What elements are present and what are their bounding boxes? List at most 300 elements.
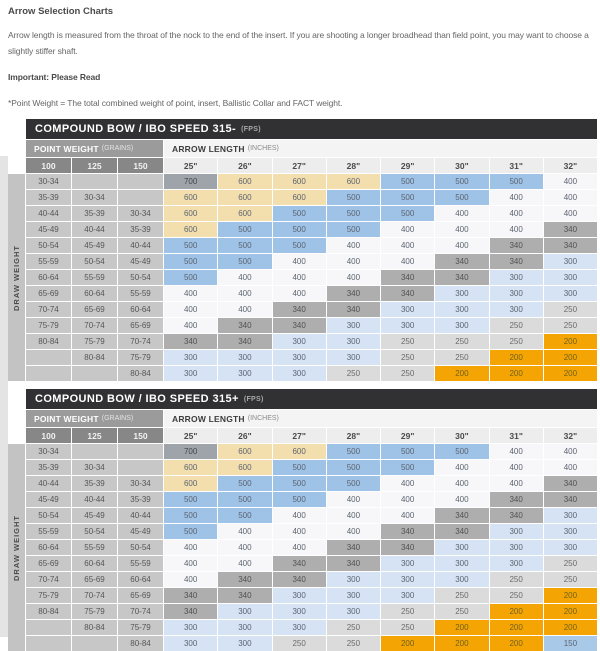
point-weight-cell: 60-64 <box>26 540 71 555</box>
point-weight-cell: 30-34 <box>118 206 163 221</box>
spine-value-cell: 500 <box>327 206 380 221</box>
spine-value-cell: 300 <box>327 318 380 333</box>
spine-value-cell: 300 <box>381 318 434 333</box>
spine-value-cell: 300 <box>273 366 326 381</box>
page-text-block <box>0 0 600 111</box>
spine-value-cell: 500 <box>164 492 217 507</box>
spine-value-cell: 400 <box>435 206 488 221</box>
spine-value-cell: 200 <box>544 620 597 635</box>
point-weight-cell: 40-44 <box>26 206 71 221</box>
point-weight-group-unit: (GRAINS) <box>101 415 134 422</box>
spine-value-cell: 150 <box>544 636 597 651</box>
point-weight-cell <box>26 636 71 651</box>
spine-value-cell: 340 <box>544 238 597 253</box>
point-weight-cell: 65-69 <box>118 588 163 603</box>
spine-value-cell: 400 <box>273 524 326 539</box>
spine-value-cell: 300 <box>435 540 488 555</box>
charts-container <box>0 119 600 651</box>
spine-value-cell: 300 <box>218 636 271 651</box>
arrow-length-column-header: 26" <box>218 158 271 173</box>
spine-value-cell: 340 <box>490 238 543 253</box>
spine-value-cell: 300 <box>381 556 434 571</box>
spine-value-cell: 600 <box>164 460 217 475</box>
spine-value-cell: 340 <box>544 476 597 491</box>
spine-value-cell: 300 <box>327 334 380 349</box>
point-weight-cell: 65-69 <box>118 318 163 333</box>
important-note-heading: Important: Please Read <box>8 72 101 82</box>
spine-value-cell: 400 <box>164 286 217 301</box>
spine-value-cell: 200 <box>544 334 597 349</box>
spine-value-cell: 400 <box>218 286 271 301</box>
spine-value-cell: 200 <box>544 366 597 381</box>
spine-value-cell: 200 <box>381 636 434 651</box>
arrow-length-group-unit: (INCHES) <box>247 415 279 422</box>
spine-value-cell: 250 <box>381 604 434 619</box>
spine-value-cell: 300 <box>435 318 488 333</box>
spine-value-cell: 400 <box>164 556 217 571</box>
point-weight-column-header: 125 <box>72 158 117 173</box>
point-weight-column-header: 150 <box>118 158 163 173</box>
spine-value-cell: 300 <box>381 302 434 317</box>
spine-value-cell: 250 <box>381 334 434 349</box>
spine-value-cell: 340 <box>544 222 597 237</box>
spine-value-cell: 500 <box>164 254 217 269</box>
spine-value-cell: 200 <box>490 636 543 651</box>
arrow-length-group-unit: (INCHES) <box>247 145 279 152</box>
point-weight-cell: 80-84 <box>118 366 163 381</box>
point-weight-cell: 65-69 <box>26 286 71 301</box>
spine-value-cell: 600 <box>218 444 271 459</box>
point-weight-cell: 75-79 <box>26 588 71 603</box>
spine-value-cell: 600 <box>164 190 217 205</box>
spine-value-cell: 500 <box>273 222 326 237</box>
point-weight-cell: 50-54 <box>72 254 117 269</box>
spine-value-cell: 400 <box>273 286 326 301</box>
point-weight-cell: 75-79 <box>72 334 117 349</box>
spine-value-cell: 600 <box>218 174 271 189</box>
arrow-length-group-label: ARROW LENGTH <box>172 413 245 424</box>
point-weight-cell: 50-54 <box>72 524 117 539</box>
spine-value-cell: 250 <box>544 318 597 333</box>
spine-value-cell: 500 <box>381 190 434 205</box>
spine-value-cell: 340 <box>435 254 488 269</box>
spine-value-cell: 600 <box>218 460 271 475</box>
spine-value-cell: 500 <box>273 460 326 475</box>
spine-value-cell: 340 <box>218 334 271 349</box>
point-weight-cell: 45-49 <box>26 492 71 507</box>
spine-value-cell: 500 <box>381 174 434 189</box>
spine-value-cell: 700 <box>164 174 217 189</box>
spine-value-cell: 340 <box>435 524 488 539</box>
point-weight-cell: 70-74 <box>26 302 71 317</box>
draw-weight-axis <box>8 174 25 381</box>
point-weight-cell: 55-59 <box>26 254 71 269</box>
spine-value-cell: 400 <box>327 492 380 507</box>
spine-value-cell: 600 <box>273 190 326 205</box>
point-weight-cell <box>26 350 71 365</box>
spine-value-cell: 500 <box>327 190 380 205</box>
spine-value-cell: 340 <box>273 302 326 317</box>
spine-value-cell: 300 <box>164 350 217 365</box>
spine-value-cell: 340 <box>381 524 434 539</box>
point-weight-cell: 80-84 <box>26 334 71 349</box>
spine-value-cell: 400 <box>327 524 380 539</box>
arrow-length-column-header: 25" <box>164 428 217 443</box>
spine-value-cell: 250 <box>435 350 488 365</box>
point-weight-cell: 45-49 <box>72 238 117 253</box>
spine-value-cell: 500 <box>218 508 271 523</box>
point-weight-cell: 40-44 <box>72 492 117 507</box>
spine-value-cell: 400 <box>490 206 543 221</box>
point-weight-cell: 80-84 <box>72 620 117 635</box>
arrow-length-column-header: 26" <box>218 428 271 443</box>
spine-value-cell: 300 <box>218 620 271 635</box>
spine-value-cell: 400 <box>435 238 488 253</box>
spine-value-cell: 300 <box>327 604 380 619</box>
spine-value-cell: 250 <box>544 556 597 571</box>
spine-value-cell: 340 <box>327 302 380 317</box>
spine-value-cell: 300 <box>327 572 380 587</box>
arrow-length-column-header: 28" <box>327 158 380 173</box>
spine-value-cell: 400 <box>381 508 434 523</box>
spine-value-cell: 250 <box>490 572 543 587</box>
spine-value-cell: 340 <box>273 556 326 571</box>
spine-value-cell: 300 <box>164 620 217 635</box>
spine-value-cell: 400 <box>273 540 326 555</box>
spine-value-cell: 400 <box>490 460 543 475</box>
table-title: COMPOUND BOW / IBO SPEED 315- <box>35 123 237 135</box>
point-weight-cell: 80-84 <box>72 350 117 365</box>
point-weight-cell <box>118 444 163 459</box>
draw-weight-axis-label: DRAW WEIGHT <box>12 514 21 581</box>
spine-value-cell: 400 <box>273 508 326 523</box>
draw-weight-axis <box>8 444 25 651</box>
spine-value-cell: 300 <box>435 556 488 571</box>
spine-value-cell: 250 <box>490 334 543 349</box>
spine-value-cell: 340 <box>435 508 488 523</box>
point-weight-cell: 60-64 <box>72 286 117 301</box>
spine-value-cell: 400 <box>381 254 434 269</box>
spine-value-cell: 200 <box>490 604 543 619</box>
spine-value-cell: 300 <box>544 254 597 269</box>
table-title: COMPOUND BOW / IBO SPEED 315+ <box>35 393 239 405</box>
point-weight-cell: 70-74 <box>72 588 117 603</box>
spine-value-cell: 400 <box>327 254 380 269</box>
arrow-length-column-header: 31" <box>490 158 543 173</box>
spine-value-cell: 200 <box>544 604 597 619</box>
spine-value-cell: 400 <box>218 524 271 539</box>
point-weight-cell: 45-49 <box>118 524 163 539</box>
point-weight-cell: 40-44 <box>26 476 71 491</box>
spine-value-cell: 500 <box>435 174 488 189</box>
spine-value-cell: 400 <box>544 460 597 475</box>
point-weight-cell: 35-39 <box>72 206 117 221</box>
spine-value-cell: 500 <box>435 190 488 205</box>
page-heading: Arrow Selection Charts <box>8 6 114 17</box>
spine-value-cell: 500 <box>218 238 271 253</box>
table-title-bar <box>26 119 597 139</box>
spine-value-cell: 340 <box>327 286 380 301</box>
spine-value-cell: 300 <box>327 350 380 365</box>
arrow-length-column-header: 25" <box>164 158 217 173</box>
point-weight-cell: 30-34 <box>72 460 117 475</box>
arrow-length-group-header <box>164 410 597 427</box>
spine-value-cell: 300 <box>435 286 488 301</box>
point-weight-cell: 50-54 <box>26 508 71 523</box>
spine-value-cell: 500 <box>435 444 488 459</box>
point-weight-cell: 40-44 <box>72 222 117 237</box>
spine-value-cell: 500 <box>273 492 326 507</box>
spine-value-cell: 500 <box>164 508 217 523</box>
arrow-length-group-header <box>164 140 597 157</box>
spine-value-cell: 200 <box>544 350 597 365</box>
spine-value-cell: 300 <box>544 286 597 301</box>
spine-value-cell: 400 <box>218 270 271 285</box>
point-weight-cell: 50-54 <box>118 540 163 555</box>
spine-value-cell: 600 <box>273 174 326 189</box>
spine-value-cell: 300 <box>544 270 597 285</box>
arrow-length-column-header: 27" <box>273 428 326 443</box>
point-weight-cell <box>72 444 117 459</box>
spine-value-cell: 340 <box>273 572 326 587</box>
point-weight-cell: 60-64 <box>118 302 163 317</box>
point-weight-group-header <box>26 410 163 427</box>
arrow-length-column-header: 29" <box>381 158 434 173</box>
spine-value-cell: 250 <box>327 636 380 651</box>
table-title-bar <box>26 389 597 409</box>
spine-value-cell: 400 <box>164 540 217 555</box>
spine-value-cell: 500 <box>327 222 380 237</box>
arrow-length-column-header: 29" <box>381 428 434 443</box>
arrow-length-column-header: 27" <box>273 158 326 173</box>
point-weight-cell: 35-39 <box>72 476 117 491</box>
point-weight-cell: 70-74 <box>72 318 117 333</box>
spine-value-cell: 500 <box>327 444 380 459</box>
spine-value-cell: 400 <box>435 460 488 475</box>
spine-value-cell: 340 <box>218 318 271 333</box>
spine-value-cell: 500 <box>381 206 434 221</box>
point-weight-column-header: 150 <box>118 428 163 443</box>
spine-value-cell: 300 <box>273 334 326 349</box>
spine-value-cell: 400 <box>327 508 380 523</box>
point-weight-cell: 40-44 <box>118 238 163 253</box>
spine-value-cell: 300 <box>164 366 217 381</box>
point-weight-cell: 75-79 <box>118 350 163 365</box>
point-weight-cell: 45-49 <box>118 254 163 269</box>
point-weight-cell: 35-39 <box>118 492 163 507</box>
spine-value-cell: 300 <box>273 350 326 365</box>
spine-value-cell: 400 <box>490 222 543 237</box>
point-weight-cell: 35-39 <box>26 460 71 475</box>
point-weight-cell: 55-59 <box>118 286 163 301</box>
spine-value-cell: 200 <box>544 588 597 603</box>
spine-value-cell: 400 <box>273 254 326 269</box>
point-weight-cell: 55-59 <box>118 556 163 571</box>
spine-value-cell: 400 <box>435 476 488 491</box>
spine-value-cell: 250 <box>273 636 326 651</box>
point-weight-cell: 80-84 <box>118 636 163 651</box>
point-weight-footnote: *Point Weight = The total combined weight of point, insert, Ballistic Collar and FACT weight. <box>8 98 343 108</box>
spine-value-cell: 600 <box>327 174 380 189</box>
spine-value-cell: 340 <box>381 286 434 301</box>
spine-value-cell: 340 <box>164 588 217 603</box>
spine-value-cell: 400 <box>544 444 597 459</box>
spine-value-cell: 600 <box>218 190 271 205</box>
arrow-length-column-header: 32" <box>544 158 597 173</box>
spine-value-cell: 250 <box>435 604 488 619</box>
point-weight-cell: 75-79 <box>72 604 117 619</box>
spine-value-cell: 250 <box>435 334 488 349</box>
point-weight-cell <box>118 190 163 205</box>
spine-value-cell: 340 <box>164 604 217 619</box>
point-weight-cell: 65-69 <box>26 556 71 571</box>
point-weight-cell: 60-64 <box>72 556 117 571</box>
arrow-length-column-header: 31" <box>490 428 543 443</box>
spine-value-cell: 300 <box>218 350 271 365</box>
point-weight-cell: 70-74 <box>26 572 71 587</box>
point-weight-column-header: 100 <box>26 428 71 443</box>
spine-value-cell: 300 <box>273 588 326 603</box>
spine-value-cell: 400 <box>327 270 380 285</box>
spine-value-cell: 400 <box>435 492 488 507</box>
spine-value-cell: 400 <box>327 238 380 253</box>
spine-value-cell: 400 <box>544 206 597 221</box>
spine-value-cell: 500 <box>164 524 217 539</box>
spine-value-cell: 500 <box>164 238 217 253</box>
spine-value-cell: 340 <box>544 492 597 507</box>
spine-value-cell: 500 <box>273 238 326 253</box>
spine-value-cell: 340 <box>490 492 543 507</box>
spine-value-cell: 500 <box>218 492 271 507</box>
point-weight-cell <box>26 366 71 381</box>
arrow-length-column-header: 32" <box>544 428 597 443</box>
spine-value-cell: 250 <box>544 572 597 587</box>
draw-weight-axis-label: DRAW WEIGHT <box>12 244 21 311</box>
point-weight-cell <box>72 366 117 381</box>
spine-value-cell: 400 <box>381 476 434 491</box>
point-weight-cell: 75-79 <box>26 318 71 333</box>
spine-value-cell: 340 <box>381 540 434 555</box>
spine-value-cell: 300 <box>381 588 434 603</box>
spine-value-cell: 300 <box>273 620 326 635</box>
spine-value-cell: 340 <box>490 508 543 523</box>
point-weight-cell <box>72 636 117 651</box>
point-weight-cell: 45-49 <box>72 508 117 523</box>
point-weight-cell: 55-59 <box>72 270 117 285</box>
spine-value-cell: 340 <box>490 254 543 269</box>
point-weight-cell: 60-64 <box>26 270 71 285</box>
bow-speed-table <box>8 119 597 381</box>
point-weight-cell: 50-54 <box>26 238 71 253</box>
spine-value-cell: 300 <box>435 572 488 587</box>
spine-value-cell: 400 <box>490 444 543 459</box>
spine-value-cell: 340 <box>435 270 488 285</box>
spine-value-cell: 340 <box>273 318 326 333</box>
spine-value-cell: 400 <box>218 302 271 317</box>
point-weight-cell: 30-34 <box>72 190 117 205</box>
spine-value-cell: 600 <box>164 476 217 491</box>
spine-value-cell: 340 <box>327 540 380 555</box>
spine-value-cell: 400 <box>381 222 434 237</box>
spine-value-cell: 300 <box>490 556 543 571</box>
point-weight-cell: 30-34 <box>118 476 163 491</box>
spine-value-cell: 400 <box>544 190 597 205</box>
spine-value-cell: 400 <box>381 492 434 507</box>
spine-value-cell: 340 <box>218 572 271 587</box>
point-weight-cell: 55-59 <box>26 524 71 539</box>
table-title-unit: (FPS) <box>243 395 264 403</box>
spine-value-cell: 250 <box>381 366 434 381</box>
spine-value-cell: 300 <box>164 636 217 651</box>
arrow-length-column-header: 28" <box>327 428 380 443</box>
spine-value-cell: 300 <box>218 604 271 619</box>
point-weight-group-label: POINT WEIGHT <box>34 413 99 424</box>
spine-value-cell: 400 <box>490 476 543 491</box>
spine-value-cell: 500 <box>218 254 271 269</box>
spine-value-cell: 600 <box>164 222 217 237</box>
spine-value-cell: 600 <box>218 206 271 221</box>
spine-value-cell: 250 <box>327 620 380 635</box>
spine-value-cell: 400 <box>273 270 326 285</box>
point-weight-cell <box>118 460 163 475</box>
point-weight-group-header <box>26 140 163 157</box>
point-weight-cell: 35-39 <box>26 190 71 205</box>
spine-value-cell: 340 <box>164 334 217 349</box>
point-weight-cell: 65-69 <box>72 572 117 587</box>
spine-value-cell: 500 <box>327 476 380 491</box>
spine-value-cell: 500 <box>381 444 434 459</box>
spine-value-cell: 200 <box>490 366 543 381</box>
point-weight-column-header: 125 <box>72 428 117 443</box>
point-weight-cell: 60-64 <box>118 572 163 587</box>
point-weight-cell: 55-59 <box>72 540 117 555</box>
spine-value-cell: 300 <box>544 540 597 555</box>
spine-value-cell: 200 <box>435 366 488 381</box>
spine-value-cell: 400 <box>490 190 543 205</box>
spine-value-cell: 300 <box>327 588 380 603</box>
arrow-length-column-header: 30" <box>435 428 488 443</box>
arrow-length-group-label: ARROW LENGTH <box>172 143 245 154</box>
spine-value-cell: 200 <box>435 620 488 635</box>
spine-value-cell: 340 <box>218 588 271 603</box>
point-weight-cell: 35-39 <box>118 222 163 237</box>
spine-value-cell: 300 <box>381 572 434 587</box>
spine-value-cell: 300 <box>218 366 271 381</box>
spine-value-cell: 500 <box>218 222 271 237</box>
intro-paragraph: Arrow length is measured from the throat of the nock to the end of the insert. If you are shooting a longer broadhead than field point, you may want to choose a slightly stiffer shaft. <box>8 30 589 56</box>
spine-value-cell: 400 <box>164 318 217 333</box>
point-weight-cell: 30-34 <box>26 174 71 189</box>
point-weight-cell: 70-74 <box>118 604 163 619</box>
spine-value-cell: 300 <box>544 508 597 523</box>
spine-value-cell: 300 <box>490 270 543 285</box>
bow-speed-table <box>8 389 597 651</box>
spine-value-cell: 400 <box>435 222 488 237</box>
spine-value-cell: 400 <box>218 540 271 555</box>
spine-value-cell: 300 <box>435 302 488 317</box>
spine-value-cell: 250 <box>490 588 543 603</box>
point-weight-cell: 50-54 <box>118 270 163 285</box>
spine-value-cell: 300 <box>490 524 543 539</box>
spine-value-cell: 200 <box>435 636 488 651</box>
spine-value-cell: 340 <box>381 270 434 285</box>
spine-value-cell: 400 <box>381 238 434 253</box>
spine-value-cell: 500 <box>381 460 434 475</box>
point-weight-cell <box>26 620 71 635</box>
spine-value-cell: 600 <box>164 206 217 221</box>
page-left-gutter <box>0 156 8 637</box>
spine-value-cell: 250 <box>381 350 434 365</box>
